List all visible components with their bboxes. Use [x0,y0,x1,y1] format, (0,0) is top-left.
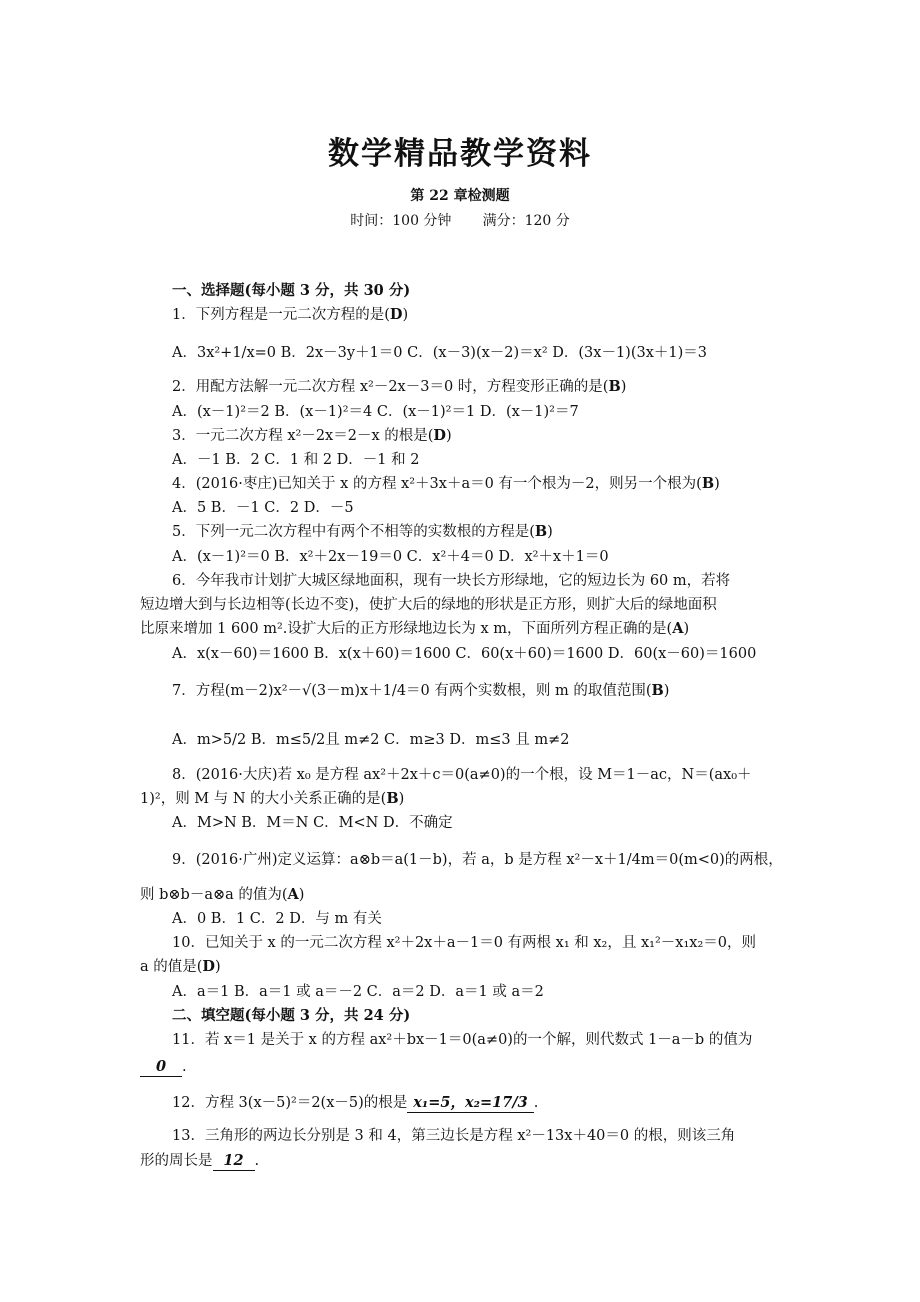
answer: B [386,790,399,807]
question-stem: 形的周长是 [140,1153,213,1169]
question-6-line-3 [140,620,760,638]
section-heading-fill: 二、填空题(每小题 3 分，共 24 分) [172,1007,411,1024]
question-3 [172,427,792,445]
question-1-options: A．3x²+1/x=0 B．2x－3y＋1＝0 C．(x－3)(x－2)＝x² D．(3x－1)(3x＋1)＝3 [172,345,708,361]
question-9-options: A．0 B．1 C．2 D．与 m 有关 [172,911,382,927]
answer-blank: 12 [213,1152,255,1171]
question-9-line-2 [140,886,760,904]
answer: B [534,523,548,540]
question-10-line-2 [140,958,760,976]
page-title: 数学精品教学资料 [328,136,592,172]
paren-close: ) [620,379,627,395]
question-9-line-1: 9．(2016·广州)定义运算：a⊗b＝a(1－b)，若 a，b 是方程 x²－x＋1/4m＝0(m<0)的两根， [172,852,783,868]
answer: B [651,682,664,699]
answer: B [608,378,621,395]
question-7 [172,682,792,700]
question-2 [172,378,792,396]
question-6-line-2: 短边增大到与长边相等(长边不变)，使扩大后的绿地的形状是正方形，则扩大后的绿地面积 [140,597,717,613]
question-3-options: A．－1 B．2 C．1 和 2 D．－1 和 2 [172,452,420,468]
question-stem: 7．方程(m－2)x²－√(3－m)x＋1/4＝0 有两个实数根，则 m 的取值范围( [172,683,652,699]
question-8-options: A．M>N B．M＝N C．M<N D．不确定 [172,815,453,831]
question-stem: a 的值是( [140,959,203,975]
answer: A [287,886,299,903]
fill-question-13-line-2 [140,1152,760,1171]
answer: D [433,427,446,444]
fill-question-11-line-1: 11．若 x＝1 是关于 x 的方程 ax²＋bx－1＝0(a≠0)的一个解，则代数式 1－a－b 的值为 [172,1032,753,1048]
question-stem: 4．(2016·枣庄)已知关于 x 的方程 x²＋3x＋a＝0 有一个根为－2，则另一个根为( [172,476,702,492]
paren-close: ) [402,307,409,323]
fill-question-13-line-1: 13．三角形的两边长分别是 3 和 4，第三边长是方程 x²－13x＋40＝0 的根，则该三角 [172,1128,736,1144]
period: . [182,1059,187,1075]
answer-blank: x₁=5，x₂=17/3 [407,1094,533,1113]
paren-close: ) [398,791,405,807]
question-10-options: A．a＝1 B．a＝1 或 a＝－2 C．a＝2 D．a＝1 或 a＝2 [172,984,544,1000]
question-6-options: A．x(x－60)＝1600 B．x(x＋60)＝1600 C．60(x＋60)＝1600 D．60(x－60)＝1600 [172,646,757,662]
question-stem: 则 b⊗b－a⊗a 的值为( [140,887,288,903]
answer: D [389,306,403,323]
paren-close: ) [714,476,720,492]
question-stem: 2．用配方法解一元二次方程 x²－2x－3＝0 时，方程变形正确的是( [172,379,609,395]
fill-question-12 [172,1094,792,1113]
question-stem: 12．方程 3(x－5)²＝2(x－5)的根是 [172,1095,408,1111]
answer-blank: 0 [140,1058,182,1077]
paren-close: ) [547,524,553,540]
answer: A [672,620,684,637]
chapter-subtitle: 第 22 章检测题 [410,188,510,204]
question-stem: 5．下列一元二次方程中有两个不相等的实数根的方程是( [172,524,535,540]
question-8-line-2 [140,790,760,808]
question-10-line-1: 10．已知关于 x 的一元二次方程 x²＋2x＋a－1＝0 有两根 x₁ 和 x₂，且 x₁²－x₁x₂＝0，则 [172,935,756,951]
exam-time-info: 时间：100 分钟 满分：120 分 [350,213,570,229]
period: . [533,1095,539,1111]
question-5-options: A．(x－1)²＝0 B．x²＋2x－19＝0 C．x²＋4＝0 D．x²＋x＋1＝0 [172,549,609,565]
paren-close: ) [663,683,670,699]
question-4 [172,475,792,493]
question-2-options: A．(x－1)²＝2 B．(x－1)²＝4 C．(x－1)²＝1 D．(x－1)²＝7 [172,404,579,420]
question-stem: 3．一元二次方程 x²－2x＝2－x 的根是( [172,428,434,444]
period: . [254,1153,260,1169]
question-5 [172,523,792,541]
fill-question-11-line-2 [140,1058,760,1077]
paren-close: ) [683,621,690,637]
question-stem: 1)²，则 M 与 N 的大小关系正确的是( [140,791,387,807]
answer: B [701,475,715,492]
question-8-line-1: 8．(2016·大庆)若 x₀ 是方程 ax²＋2x＋c＝0(a≠0)的一个根，设 M＝1－ac，N＝(ax₀＋ [172,767,752,783]
question-4-options: A．5 B．－1 C．2 D．－5 [172,500,354,516]
paren-close: ) [298,887,305,903]
question-6-line-1: 6．今年我市计划扩大城区绿地面积，现有一块长方形绿地，它的短边长为 60 m，若将 [172,573,731,589]
answer: D [202,958,215,975]
paren-close: ) [215,959,221,975]
question-7-options: A．m>5/2 B．m≤5/2且 m≠2 C．m≥3 D．m≤3 且 m≠2 [172,732,570,748]
question-1 [172,306,792,324]
question-stem: 1．下列方程是一元二次方程的是( [172,307,390,323]
section-heading-choice: 一、选择题(每小题 3 分，共 30 分) [172,282,411,299]
paren-close: ) [445,428,452,444]
question-stem: 比原来增加 1 600 m².设扩大后的正方形绿地边长为 x m，下面所列方程正确的是( [140,621,673,637]
